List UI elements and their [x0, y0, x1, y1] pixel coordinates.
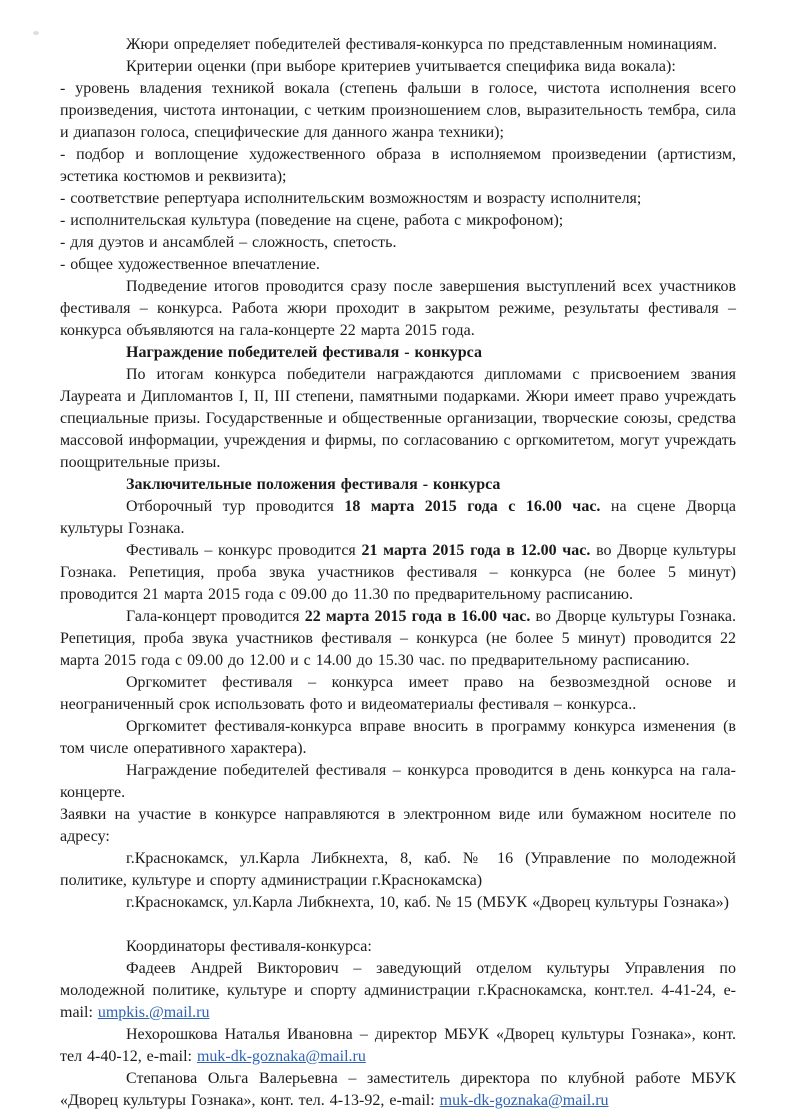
p-criterion-repertoire: [60, 188, 736, 210]
text-run: - для дуэтов и ансамблей – сложность, спетость.: [60, 234, 397, 251]
text-run: Фестиваль – конкурс проводится: [126, 542, 362, 559]
p-orgcommittee-media: [60, 672, 736, 716]
text-run: во Дворце культуры Гознака. Репетиция, проба звука участников фестиваля – конкурса (не более 5 минут) проводится 22 марта 2015 года с 09.00 до 12.00 и с 14.00 до 15.30 час. по предварительному расписанию.: [60, 608, 736, 669]
email-link[interactable]: muk-dk-goznaka@mail.ru: [196, 1048, 366, 1065]
text-run: Подведение итогов проводится сразу после завершения выступлений всех участников фестиваля – конкурса. Работа жюри проходит в закрытом режиме, результаты фестиваля – конкурса объявляются на гала-концерте 22 марта 2015 года.: [60, 278, 736, 339]
text-run: Фадеев Андрей Викторович – заведующий отделом культуры Управления по молодежной политике, культуре и спорту администрации г.Краснокамска, конт.тел. 4-41-24, e-mail:: [60, 960, 736, 1021]
heading-awards: [60, 342, 736, 364]
text-run: - уровень владения техникой вокала (степень фальши в голосе, чистота исполнения всего произведения, чистота интонации, с четким произношением слов, выразительность тембра, сила и диапазон голоса, специфические для данного жанра техники);: [60, 80, 736, 141]
text-run: - исполнительская культура (поведение на сцене, работа с микрофоном);: [60, 212, 564, 229]
p-coordinator-fadeev: [60, 958, 736, 1024]
p-award-day: [60, 760, 736, 804]
text-run: Координаторы фестиваля-конкурса:: [126, 938, 372, 955]
p-coordinator-stepanova: [60, 1068, 736, 1112]
p-applications: [60, 804, 736, 848]
p-criterion-image: [60, 144, 736, 188]
text-run: Гала-концерт проводится: [126, 608, 305, 625]
text-run: Отборочный тур проводится: [126, 498, 345, 515]
bold-date-text: Награждение победителей фестиваля - конкурса: [126, 344, 482, 361]
text-run: - общее художественное впечатление.: [60, 256, 320, 273]
bold-date-text: 18 марта 2015 года с 16.00 час.: [344, 498, 601, 515]
heading-final-provisions: [60, 474, 736, 496]
text-run: Оргкомитет фестиваля – конкурса имеет право на безвозмездной основе и неограниченный срок использовать фото и видеоматериалы фестиваля – конкурса..: [60, 674, 736, 713]
bold-date-text: Заключительные положения фестиваля - конкурса: [126, 476, 501, 493]
text-run: во Дворце культуры Гознака. Репетиция, проба звука участников фестиваля – конкурса (не более 5 минут) проводится 21 марта 2015 года с 09.00 до 11.30 по предварительному расписанию.: [60, 542, 736, 603]
p-qualifying-round: [60, 496, 736, 540]
email-link[interactable]: muk-dk-goznaka@mail.ru: [439, 1092, 609, 1109]
p-awards: [60, 364, 736, 474]
text-run: - подбор и воплощение художественного образа в исполняемом произведении (артистизм, эстетика костюмов и реквизита);: [60, 146, 736, 185]
p-results: [60, 276, 736, 342]
text-run: Нехорошкова Наталья Ивановна – директор МБУК «Дворец культуры Гознака», конт. тел 4-40-12, e-mail:: [60, 1026, 736, 1065]
scan-noise-speck: [33, 31, 39, 35]
text-run: Критерии оценки (при выборе критериев учитывается специфика вида вокала):: [126, 58, 676, 75]
p-gala-concert: [60, 606, 736, 672]
bold-date-text: 22 марта 2015 года в 16.00 час.: [304, 608, 531, 625]
p-criterion-culture: [60, 210, 736, 232]
text-run: г.Краснокамск, ул.Карла Либкнехта, 8, каб. № 16 (Управление по молодежной политике, культуре и спорту администрации г.Краснокамска): [60, 850, 736, 889]
p-festival-date: [60, 540, 736, 606]
text-run: Заявки на участие в конкурсе направляются в электронном виде или бумажном носителе по адресу:: [60, 806, 736, 845]
p-coordinator-nekhoroshkova: [60, 1024, 736, 1068]
p-criterion-duets: [60, 232, 736, 254]
text-run: на сцене Дворца культуры Гознака.: [60, 498, 736, 537]
p-criterion-technique: [60, 78, 736, 144]
text-run: Жюри определяет победителей фестиваля-конкурса по представленным номинациям.: [126, 36, 718, 53]
text-run: Оргкомитет фестиваля-конкурса вправе вносить в программу конкурса изменения (в том числе оперативного характера).: [60, 718, 736, 757]
p-jury: [60, 34, 736, 56]
p-criteria-intro: [60, 56, 736, 78]
text-run: г.Краснокамск, ул.Карла Либкнехта, 10, каб. № 15 (МБУК «Дворец культуры Гознака»): [126, 894, 729, 911]
document-body: [60, 34, 736, 1112]
p-criterion-impression: [60, 254, 736, 276]
text-run: Награждение победителей фестиваля – конкурса проводится в день конкурса на гала-концерте.: [60, 762, 736, 801]
p-coordinators-intro: [60, 936, 736, 958]
p-address-1: [60, 848, 736, 892]
text-run: - соответствие репертуара исполнительским возможностям и возрасту исполнителя;: [60, 190, 642, 207]
p-address-2: [60, 892, 736, 914]
p-orgcommittee-changes: [60, 716, 736, 760]
email-link[interactable]: umpkis.@mail.ru: [97, 1004, 210, 1021]
bold-date-text: 21 марта 2015 года в 12.00 час.: [361, 542, 591, 559]
text-run: Степанова Ольга Валерьевна – заместитель директора по клубной работе МБУК «Дворец культуры Гознака», конт. тел. 4-13-92, e-mail:: [60, 1070, 736, 1109]
text-run: По итогам конкурса победители награждаются дипломами с присвоением звания Лауреата и Дипломантов I, II, III степени, памятными подарками. Жюри имеет право учреждать специальные призы. Государственные и общественные организации, творческие союзы, средства массовой информации, учреждения и фирмы, по согласованию с оргкомитетом, могут учреждать поощрительные призы.: [60, 366, 736, 471]
